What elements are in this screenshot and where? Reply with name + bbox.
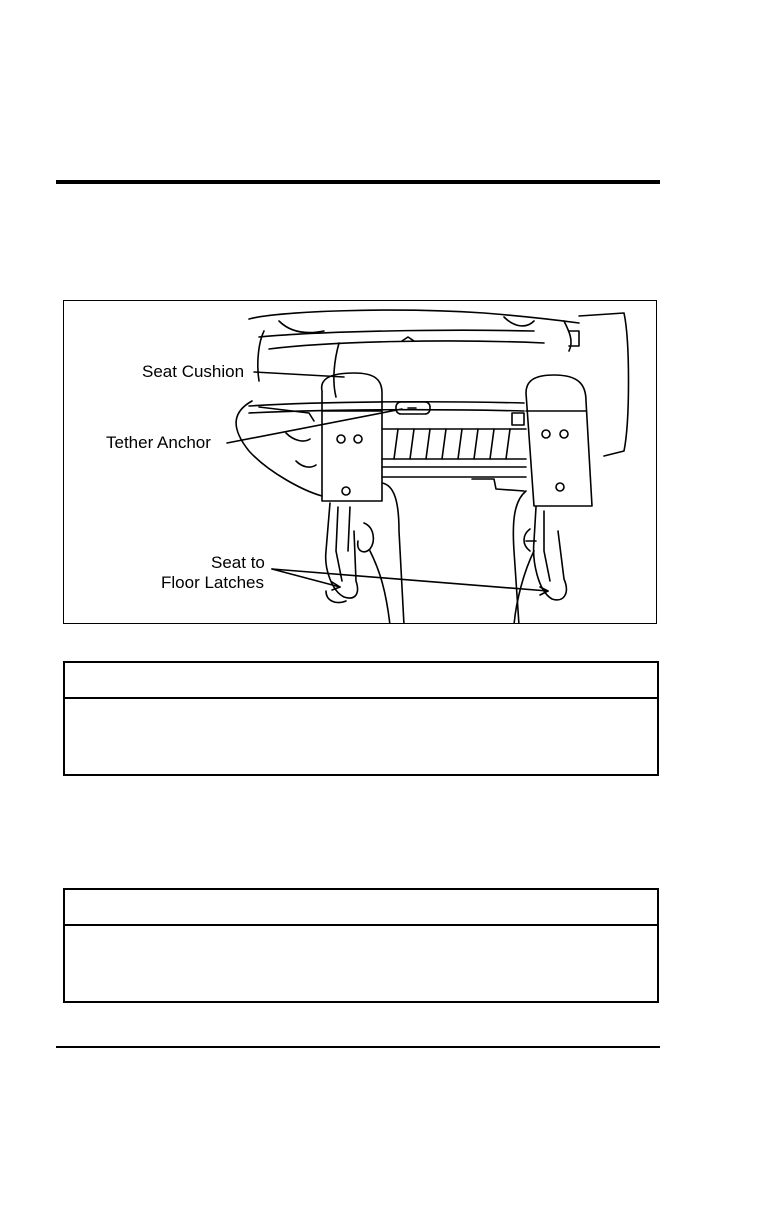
- notice-box-2: [63, 888, 659, 1003]
- notice-box-1-header: [65, 663, 657, 699]
- bottom-rule: [56, 1046, 660, 1048]
- floor-latches-label: Floor Latches: [161, 573, 264, 592]
- seat-to-label: Seat to: [211, 553, 265, 572]
- notice-box-2-header: [65, 890, 657, 926]
- seat-illustration: [63, 300, 657, 624]
- seat-cushion-label: Seat Cushion: [142, 362, 245, 381]
- top-rule: [56, 180, 660, 184]
- tether-anchor-label: Tether Anchor: [106, 433, 211, 452]
- notice-box-1: [63, 661, 659, 776]
- seat-drawing: [64, 301, 657, 624]
